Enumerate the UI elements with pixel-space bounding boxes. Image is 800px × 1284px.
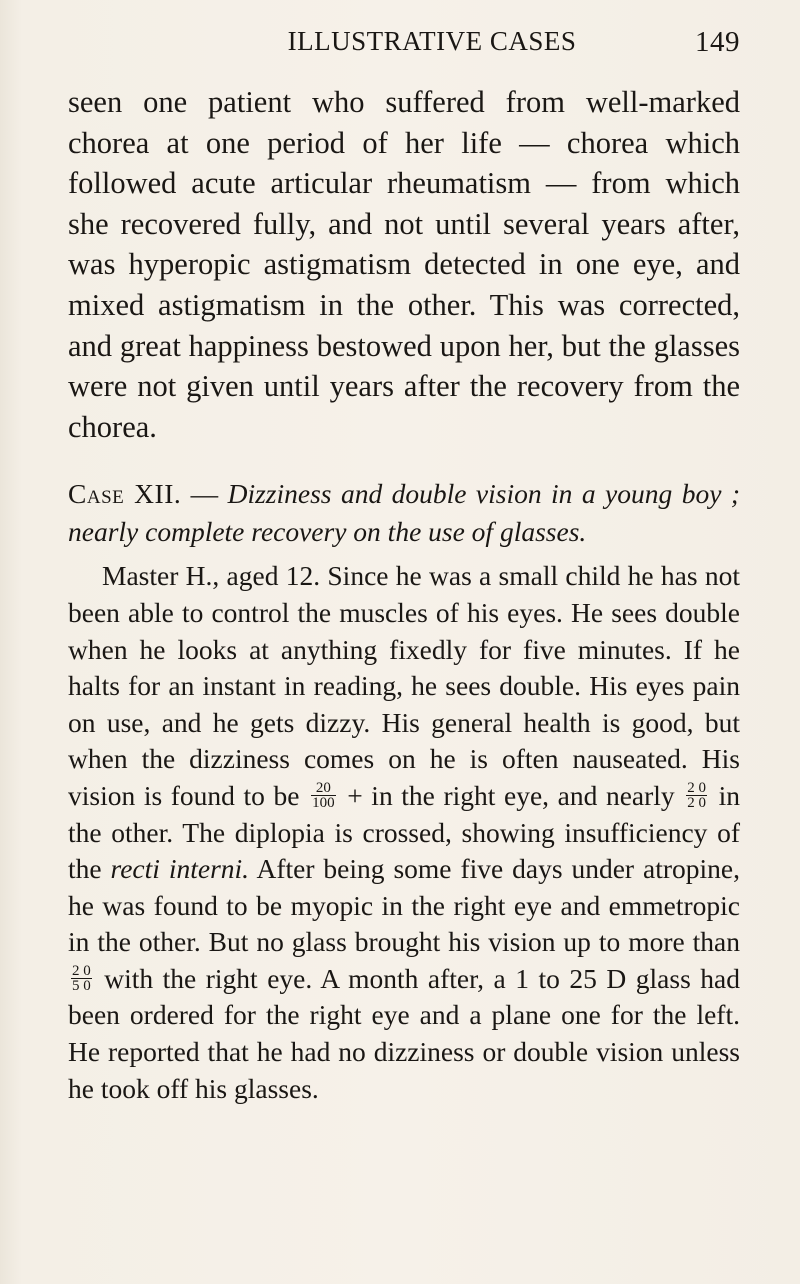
fraction-numerator: 2 0 [72, 963, 91, 980]
page-number: 149 [695, 26, 740, 58]
fraction-vision-max [71, 964, 92, 993]
case-title: Dizziness and double vision in a young boy ; nearly complete recovery on the use of glasses. [68, 478, 740, 548]
fraction-vision-right [311, 781, 336, 810]
fraction-numerator: 2 0 [687, 780, 707, 797]
case-text-3: in the other. The diplopia is crossed, showing insufficiency of the [68, 779, 741, 885]
spacer [68, 551, 740, 558]
paragraph-continuation: seen one patient who suffered from well-marked chorea at one period of her life — chorea which followed acute articular rheumatism — from which she recovered fully, and not until several years after, was hyperopic astigmatism detected in one eye, and mixed astigmatism in the other. This was corrected, and great happiness bestowed upon her, but the glasses were not given until years after the recovery from the chorea. [68, 85, 740, 444]
page-body [68, 82, 740, 1107]
case-label: Case XII. [68, 478, 182, 510]
case-text-5: with the right eye. A month after, a 1 to 25 D glass had been ordered for the right eye and a plane one for the left. He reported that he had no dizziness or double vision unless he took off his glasses. [68, 962, 740, 1104]
case-text-1: Master H., aged 12. Since he was a small child he has not been able to control the muscles of his eyes. He sees double when he looks at anything fixedly for five minutes. If he halts for an instant in reading, he sees double. His eyes pain on use, and he gets dizzy. His general health is good, but when the dizziness comes on he is often nauseated. His vision is found to be [68, 560, 740, 811]
case-heading [68, 475, 740, 551]
case-text-2: + in the right eye, and nearly [338, 779, 675, 811]
fraction-denominator: 2 0 [687, 795, 707, 812]
spacer [68, 447, 740, 475]
fraction-numerator: 20 [311, 781, 336, 796]
italic-term: recti interni. [110, 853, 250, 885]
case-dash: — [181, 478, 228, 510]
case-text-4: After being some five days under atropine, he was found to be myopic in the right eye and emmetropic in the other. But no glass brought his vision up to more than [68, 853, 740, 958]
running-header [70, 26, 740, 62]
running-title: ILLUSTRATIVE CASES [287, 26, 577, 56]
fraction-denominator: 100 [312, 795, 335, 812]
fraction-denominator: 5 0 [72, 978, 91, 995]
case-body [68, 558, 740, 1107]
fraction-vision-left [686, 781, 707, 810]
